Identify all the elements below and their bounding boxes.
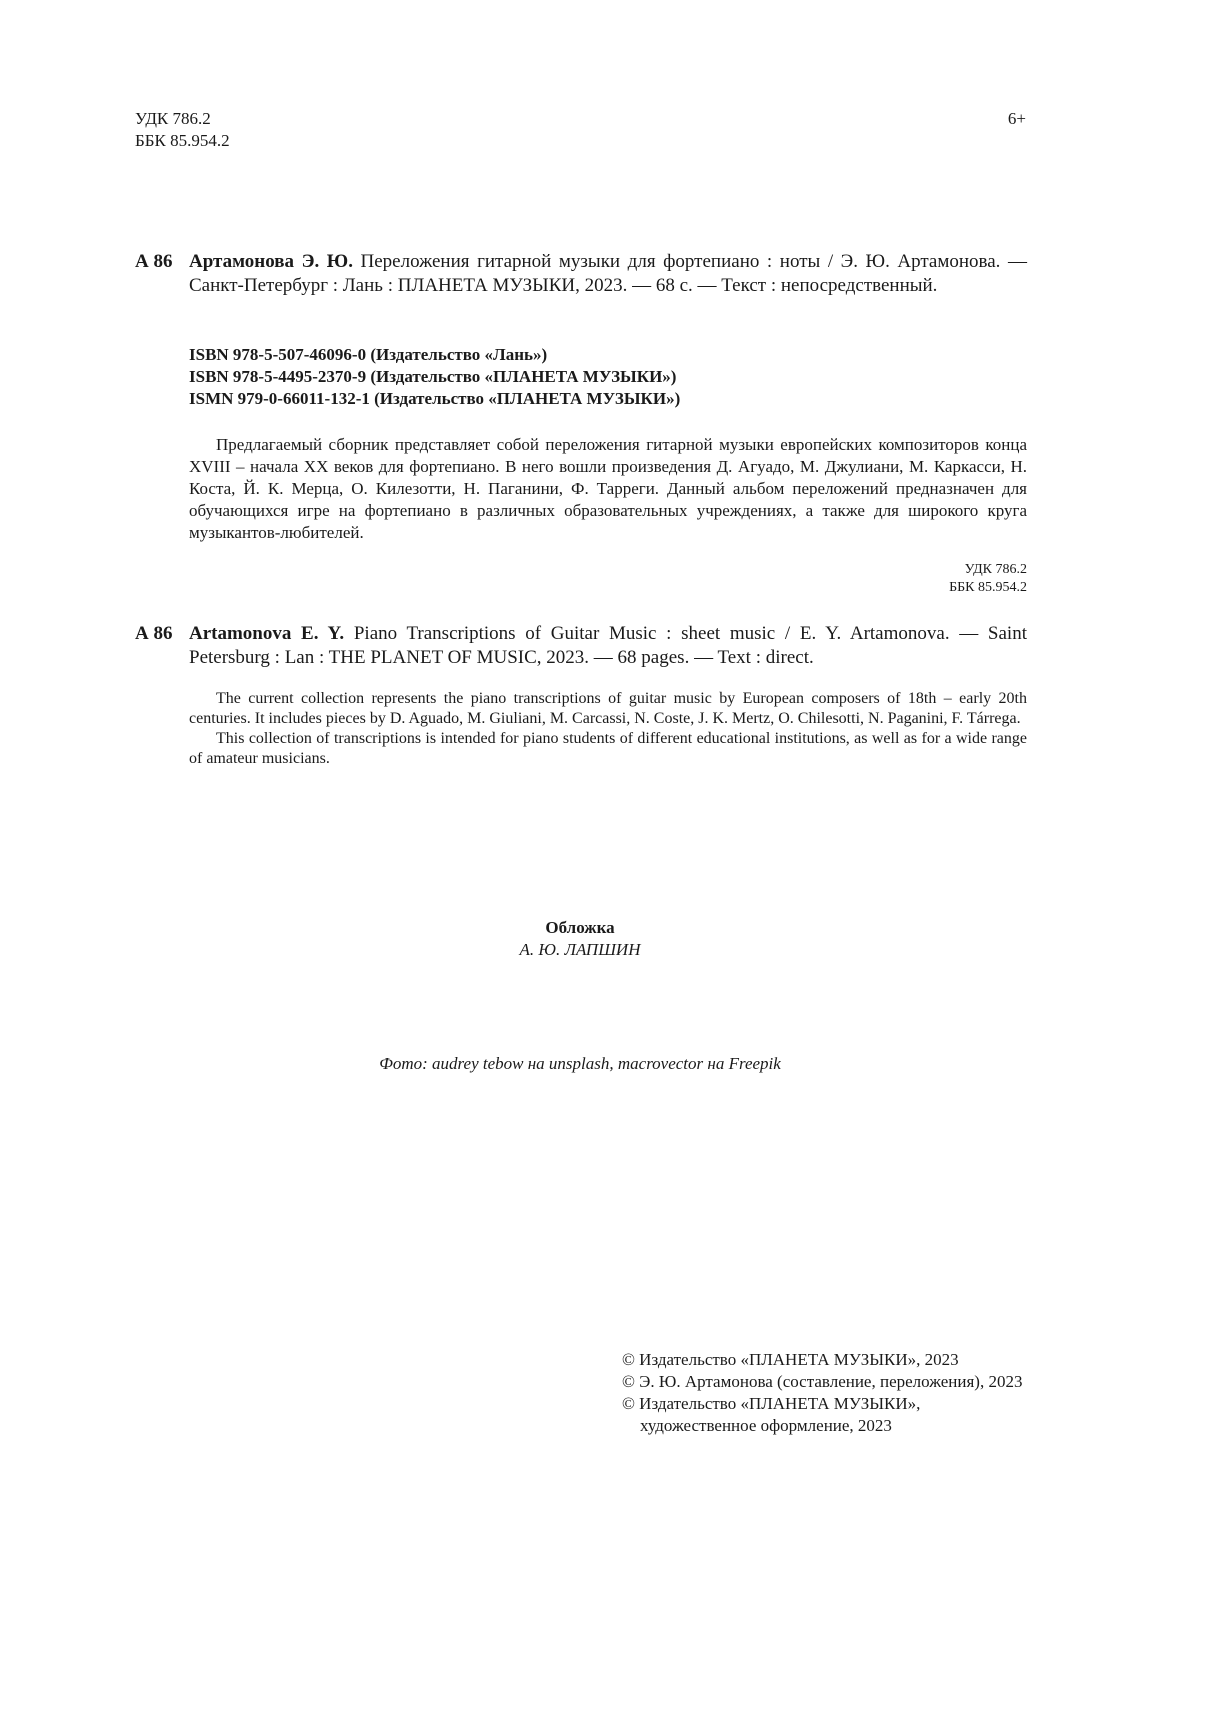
photo-credit: Фото: audrey tebow на unsplash, macrovector на Freepik bbox=[379, 1054, 781, 1073]
ru-entry-body bbox=[189, 250, 1027, 298]
header-classification bbox=[135, 108, 230, 152]
ru-author: Артамонова Э. Ю. bbox=[189, 251, 353, 272]
ru-entry-text: Переложения гитарной музыки для фортепиано : ноты / Э. Ю. Артамонова. — Санкт-Петербург : Лань : ПЛАНЕТА МУЗЫКИ, 2023. — 68 с. — Текст : непосредственный. bbox=[189, 251, 1027, 296]
ru-annotation: Предлагаемый сборник представляет собой переложения гитарной музыки европейских композиторов конца XVIII – начала XX веков для фортепиано. В него вошли произведения Д. Агуадо, М. Джулиани, М. Каркасси, Н. Коста, Й. К. Мерца, О. Килезотти, Н. Паганини, Ф. Тарреги. Данный альбом переложений предназначен для обучающихся игре на фортепиано в различных образовательных учреждениях, а также для широкого круга музыкантов-любителей. bbox=[189, 435, 1027, 542]
cover-label: Обложка bbox=[545, 918, 615, 937]
isbn-block bbox=[189, 344, 680, 410]
bbk-code: ББК 85.954.2 bbox=[135, 131, 230, 150]
en-author-mark: А 86 bbox=[135, 623, 173, 644]
copyright-line-2: © Э. Ю. Артамонова (составление, переложения), 2023 bbox=[622, 1372, 1023, 1391]
en-entry-text: Piano Transcriptions of Guitar Music : sheet music / E. Y. Artamonova. — Saint Petersburg : Lan : THE PLANET OF MUSIC, 2023. — 68 pages. — Text : direct. bbox=[189, 623, 1027, 668]
ismn-planeta: ISMN 979-0-66011-132-1 (Издательство «ПЛАНЕТА МУЗЫКИ») bbox=[189, 389, 681, 408]
copyright-line-4: художественное оформление, 2023 bbox=[640, 1416, 892, 1435]
en-entry-body bbox=[189, 622, 1027, 670]
isbn-planeta: ISBN 978-5-4495-2370-9 (Издательство «ПЛАНЕТА МУЗЫКИ») bbox=[189, 367, 677, 386]
copyright-block bbox=[622, 1349, 1042, 1437]
en-annotation bbox=[189, 689, 1027, 769]
copyright-line-1: © Издательство «ПЛАНЕТА МУЗЫКИ», 2023 bbox=[622, 1350, 959, 1369]
age-rating: 6+ bbox=[1007, 109, 1026, 128]
udk-code: УДК 786.2 bbox=[135, 109, 211, 128]
en-annotation-p1: The current collection represents the piano transcriptions of guitar music by European composers of 18th – early 20th centuries. It includes pieces by D. Aguado, M. Giuliani, M. Carcassi, N. Coste, J. K. Mertz, O. Chilesotti, N. Paganini, F. Tárrega. bbox=[189, 690, 1027, 727]
bbk-code-right: ББК 85.954.2 bbox=[949, 580, 1027, 595]
isbn-lan: ISBN 978-5-507-46096-0 (Издательство «Лань») bbox=[189, 345, 548, 364]
en-author: Artamonova E. Y. bbox=[189, 623, 345, 644]
classification-right bbox=[877, 561, 1027, 597]
en-annotation-p2: This collection of transcriptions is intended for piano students of different educational institutions, as well as for a wide range of amateur musicians. bbox=[189, 730, 1027, 767]
udk-code-right: УДК 786.2 bbox=[964, 562, 1027, 577]
en-bibliographic-entry bbox=[135, 622, 1027, 670]
cover-credit bbox=[380, 917, 780, 961]
copyright-line-3: © Издательство «ПЛАНЕТА МУЗЫКИ», bbox=[622, 1394, 921, 1413]
ru-bibliographic-entry bbox=[135, 250, 1027, 298]
ru-author-mark: А 86 bbox=[135, 251, 173, 272]
cover-artist: А. Ю. ЛАПШИН bbox=[519, 940, 641, 959]
